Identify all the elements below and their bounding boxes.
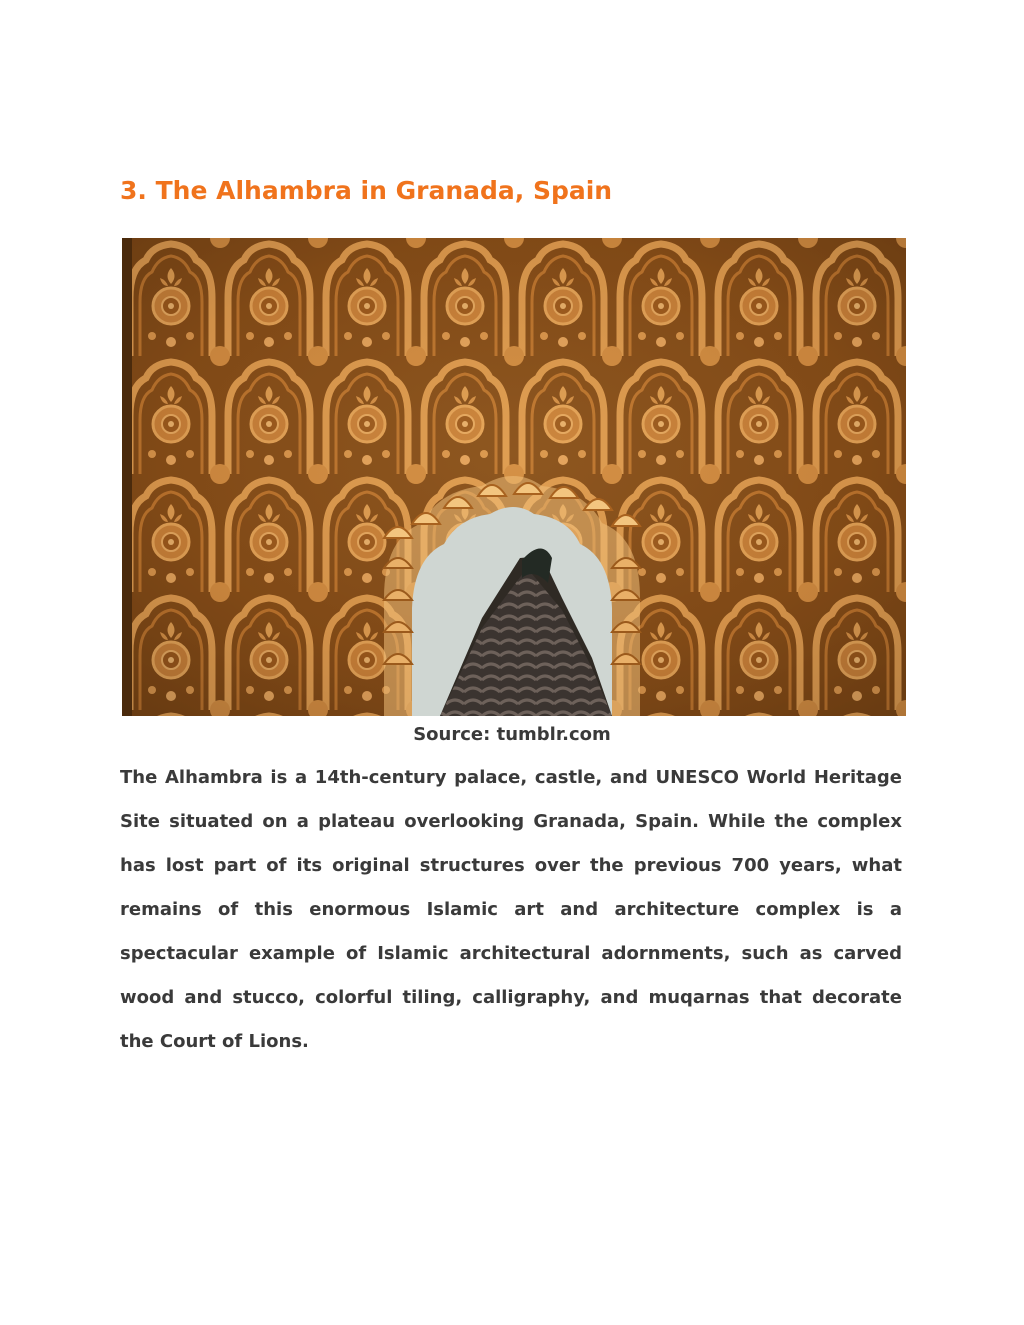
image-caption: Source: tumblr.com bbox=[413, 724, 611, 745]
alhambra-photo bbox=[122, 238, 906, 716]
body-paragraph: The Alhambra is a 14th-century palace, castle, and UNESCO World Heritage Site situated on a plateau overlooking Granada, Spain. While the complex has lost part of its original structures over the previous 700 years, what remains of this enormous Islamic art and architecture complex is a spectacular example of Islamic architectural adornments, such as carved wood and stucco, colorful tiling, calligraphy, and muqarnas that decorate the Court of Lions. bbox=[120, 767, 902, 1052]
section-heading: 3. The Alhambra in Granada, Spain bbox=[120, 176, 613, 205]
stucco-arches-illustration bbox=[122, 238, 906, 716]
